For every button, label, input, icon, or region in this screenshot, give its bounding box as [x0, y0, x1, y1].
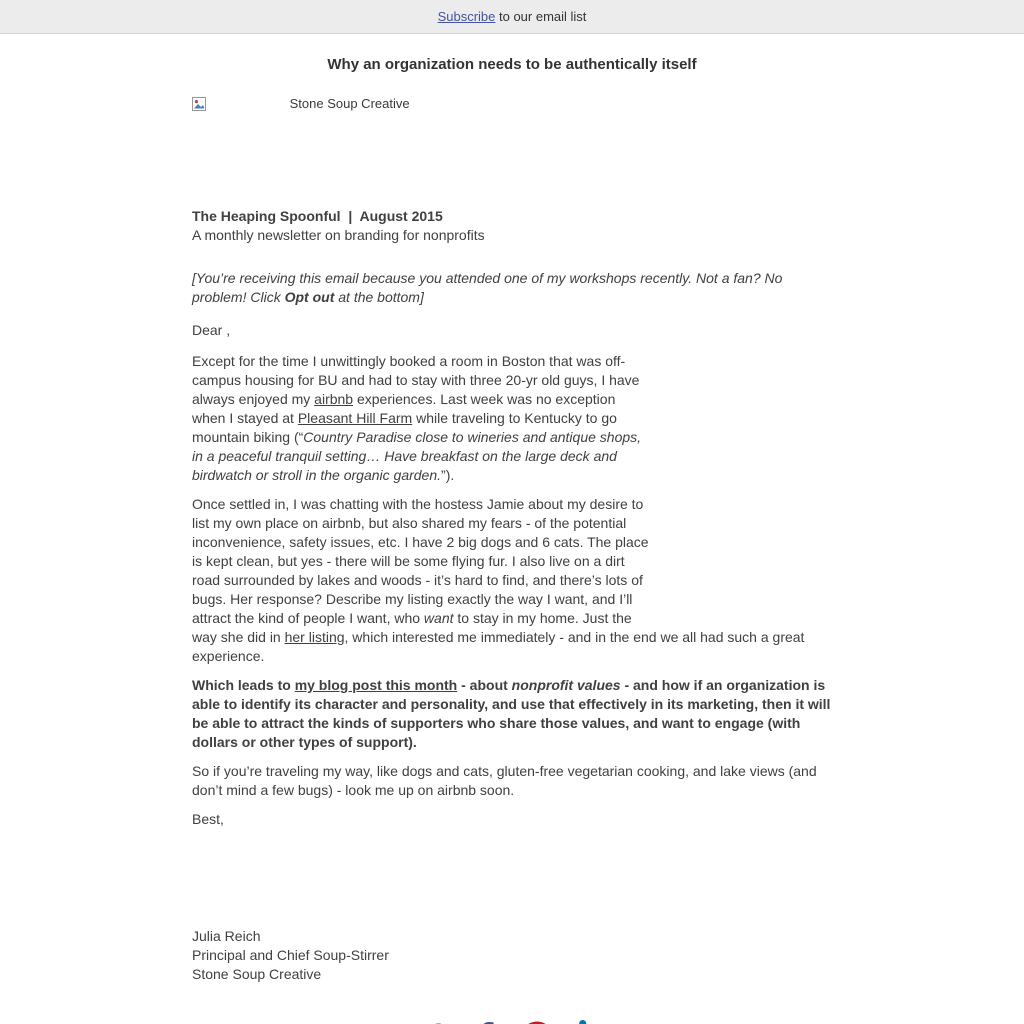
- notice-text-end: at the bottom]: [334, 289, 424, 305]
- pleasant-hill-farm-link[interactable]: Pleasant Hill Farm: [297, 410, 413, 426]
- masthead: [192, 207, 832, 245]
- signature-block: [192, 927, 832, 984]
- signature-company: Stone Soup Creative: [192, 966, 322, 982]
- p3-text: Which leads to: [192, 677, 295, 693]
- twitter-icon: [415, 1020, 449, 1024]
- p1-text: experiences. Last week was no exception when I stayed at: [192, 391, 616, 426]
- email-body: [192, 55, 832, 1024]
- blog-post-link[interactable]: my blog post this month: [294, 677, 458, 693]
- newsletter-subtitle: A monthly newsletter on branding for nonprofits: [192, 227, 485, 243]
- p2-text: Once settled in, I was chatting with the hostess Jamie about my desire to list my own place on airbnb, but also shared my fears - of the potential inconvenience, safety issues, etc. I have 2 big dogs and 6 cats. The place is kept clean, but yes - there will be some flying fur. I also live on a dirt road surrounded by lakes and woods - it’s hard to find, and there’s lots of bugs. Her response? Describe my listing exactly the way I want, and I’ll attract the kind of people I want, who: [192, 496, 649, 626]
- p1-text: while traveling to Kentucky to go mountain biking (“: [192, 410, 617, 445]
- her-listing-link[interactable]: her listing: [284, 629, 345, 645]
- airbnb-link[interactable]: airbnb: [314, 391, 354, 407]
- linkedin-link[interactable]: [579, 1020, 609, 1024]
- p2-text: to stay in my home. Just the way she did in: [192, 610, 632, 645]
- receipt-notice: [192, 269, 832, 307]
- paragraph-4: So if you’re traveling my way, like dogs and cats, gluten-free vegetarian cooking, and lake views (and don’t mind a few bugs) - look me up on airbnb soon.: [192, 763, 817, 798]
- greeting: Dear ,: [192, 322, 231, 338]
- broken-image-icon: [192, 97, 206, 114]
- opt-out-text: Opt out: [284, 289, 335, 305]
- p2-emphasis: want: [423, 610, 454, 626]
- p1-quote: Country Paradise close to wineries and antique shops, in a peaceful tranquil setting… Have breakfast on the large deck and birdwatch or stroll in the organic garden.: [192, 429, 642, 483]
- logo-broken-image: [192, 95, 832, 195]
- page-title: Why an organization needs to be authentically itself: [327, 56, 697, 73]
- signature-name: Julia Reich: [192, 928, 261, 944]
- newsletter-title: The Heaping Spoonful | August 2015: [192, 208, 443, 224]
- signature-image-placeholder: [192, 829, 832, 927]
- linkedin-icon: [579, 1020, 609, 1024]
- p3-text: - about: [457, 677, 512, 693]
- p3-emphasis: nonprofit values: [511, 677, 621, 693]
- notice-text: [You’re receiving this email because you attended one of my workshops recently. Not a fan? No problem! Click: [192, 270, 783, 305]
- logo-alt-text: Stone Soup Creative: [289, 96, 410, 111]
- signature-role: Principal and Chief Soup-Stirrer: [192, 947, 389, 963]
- social-links: [192, 1020, 832, 1024]
- p1-text: Except for the time I unwittingly booked a room in Boston that was off-campus housing for BU and had to stay with three 20-yr old guys, I have always enjoyed my: [192, 353, 640, 407]
- p2-text: , which interested me immediately - and in the end we all had such a great experience.: [192, 629, 805, 664]
- subscribe-link[interactable]: Subscribe: [437, 9, 496, 24]
- photo-placeholder: [652, 352, 832, 620]
- closing: Best,: [192, 811, 224, 827]
- p1-text: ”).: [441, 467, 455, 483]
- twitter-link[interactable]: [415, 1020, 449, 1024]
- subscribe-bar: [0, 0, 1024, 34]
- paragraph-3: [192, 676, 832, 752]
- subscribe-bar-text: to our email list: [495, 9, 587, 24]
- p3-text: - and how if an organization is able to identify its character and personality, and use that effectively in its marketing, then it will be able to attract the kinds of supporters who share those values, and want to engage (with dollars or other types of support).: [192, 677, 831, 750]
